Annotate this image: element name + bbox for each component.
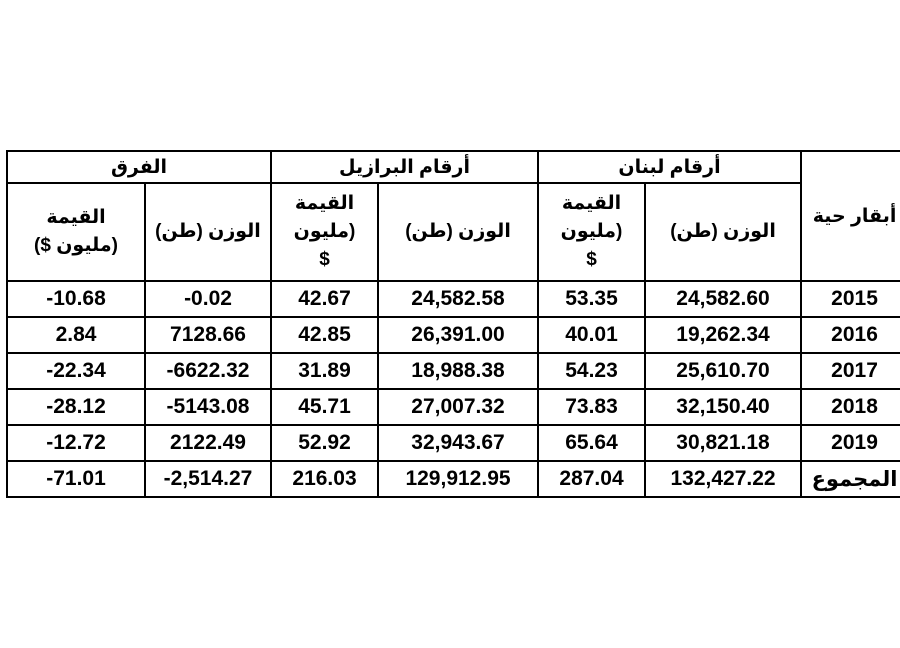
cell-lebanon-weight: 19,262.34: [645, 317, 801, 353]
group-header-lebanon: أرقام لبنان: [538, 151, 801, 183]
cell-lebanon-weight: 30,821.18: [645, 425, 801, 461]
subheader-difference-weight: الوزن (طن): [145, 183, 271, 281]
cell-brazil-weight: 27,007.32: [378, 389, 538, 425]
cell-lebanon-weight: 132,427.22: [645, 461, 801, 497]
sub-header-row: [7, 183, 900, 281]
cell-year: 2017: [801, 353, 900, 389]
cell-difference-weight: -2,514.27: [145, 461, 271, 497]
cell-brazil-value: 45.71: [271, 389, 378, 425]
cell-brazil-weight: 18,988.38: [378, 353, 538, 389]
subheader-brazil-value: القيمة (مليون $: [271, 183, 378, 281]
cell-brazil-value: 216.03: [271, 461, 378, 497]
cell-year: 2016: [801, 317, 900, 353]
header-live-cattle: أبقار حية: [801, 151, 900, 281]
cell-difference-value: 2.84: [7, 317, 145, 353]
cell-lebanon-value: 65.64: [538, 425, 645, 461]
cell-brazil-value: 42.67: [271, 281, 378, 317]
cell-year: 2018: [801, 389, 900, 425]
cell-lebanon-value: 53.35: [538, 281, 645, 317]
cell-year: 2015: [801, 281, 900, 317]
livestock-comparison-table: [6, 150, 900, 498]
cell-difference-weight: -0.02: [145, 281, 271, 317]
cell-total-label: المجموع: [801, 461, 900, 497]
cell-lebanon-value: 73.83: [538, 389, 645, 425]
table-row: [7, 317, 900, 353]
subheader-brazil-weight: الوزن (طن): [378, 183, 538, 281]
cell-lebanon-weight: 25,610.70: [645, 353, 801, 389]
table-row: [7, 389, 900, 425]
cell-lebanon-weight: 32,150.40: [645, 389, 801, 425]
group-header-row: [7, 151, 900, 183]
cell-lebanon-value: 54.23: [538, 353, 645, 389]
cell-brazil-weight: 26,391.00: [378, 317, 538, 353]
group-header-brazil: أرقام البرازيل: [271, 151, 538, 183]
cell-year: 2019: [801, 425, 900, 461]
subheader-lebanon-weight: الوزن (طن): [645, 183, 801, 281]
cell-difference-weight: -5143.08: [145, 389, 271, 425]
cell-brazil-value: 31.89: [271, 353, 378, 389]
subheader-lebanon-value: القيمة (مليون $: [538, 183, 645, 281]
cell-difference-value: -71.01: [7, 461, 145, 497]
total-row: [7, 461, 900, 497]
cell-brazil-value: 52.92: [271, 425, 378, 461]
cell-lebanon-value: 287.04: [538, 461, 645, 497]
table-row: [7, 425, 900, 461]
cell-brazil-value: 42.85: [271, 317, 378, 353]
cell-lebanon-value: 40.01: [538, 317, 645, 353]
cell-lebanon-weight: 24,582.60: [645, 281, 801, 317]
cell-difference-value: -10.68: [7, 281, 145, 317]
group-header-difference: الفرق: [7, 151, 271, 183]
subheader-difference-value: القيمة (مليون $): [7, 183, 145, 281]
cell-difference-value: -22.34: [7, 353, 145, 389]
cell-difference-weight: -6622.32: [145, 353, 271, 389]
cell-difference-value: -12.72: [7, 425, 145, 461]
table-row: [7, 281, 900, 317]
cell-brazil-weight: 129,912.95: [378, 461, 538, 497]
cell-difference-weight: 2122.49: [145, 425, 271, 461]
cell-difference-weight: 7128.66: [145, 317, 271, 353]
cell-difference-value: -28.12: [7, 389, 145, 425]
cell-brazil-weight: 24,582.58: [378, 281, 538, 317]
table-row: [7, 353, 900, 389]
cell-brazil-weight: 32,943.67: [378, 425, 538, 461]
